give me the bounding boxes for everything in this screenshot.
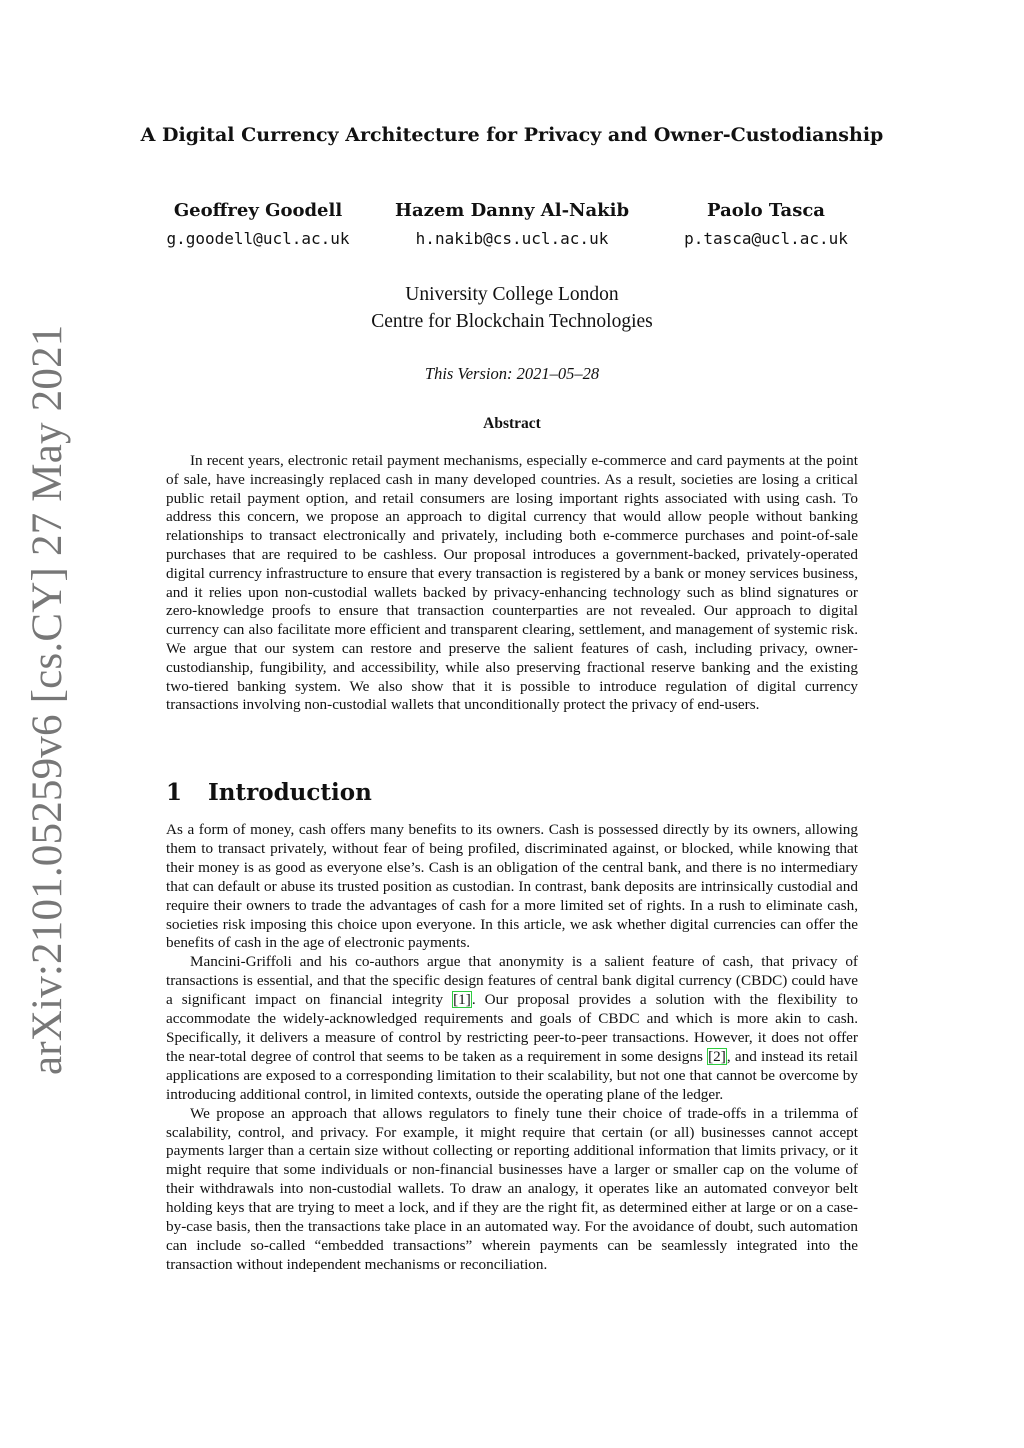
section-heading	[166, 779, 858, 806]
citation-link[interactable]: [2]	[708, 1047, 726, 1065]
paragraph-text: , and instead its retail applications are exposed to a corresponding limitation to their scalability, but not one that cannot be overcome by introducing additional control, in limited contexts, outside the operating plane of the ledger.	[166, 1047, 858, 1103]
paragraph-text: Mancini-Griffoli and his co-authors argue that anonymity is a salient feature of cash, that privacy of transactions is essential, and that the specific design features of central bank digital currency (CBDC) could have a significant impact on financial integrity	[166, 953, 858, 1009]
paper-title: A Digital Currency Architecture for Privacy and Owner-Custodianship	[140, 124, 884, 146]
affiliation	[0, 281, 1024, 335]
author-name: Hazem Danny Al-Nakib	[394, 200, 630, 221]
paragraph: As a form of money, cash offers many benefits to its owners. Cash is possessed directly by its owners, allowing them to transact privately, without fear of being profiled, discriminated against, or blocked, while knowing that their money is as good as everyone else’s. Cash is an obligation of the central bank, and there is no intermediary that can default or abuse its trusted position as custodian. In contrast, bank deposits are intrinsically custodial and require their owners to trade the advantages of cash for a more limited set of rights. In a rush to eliminate cash, societies risk imposing this choice upon everyone. In this article, we ask whether digital currencies can offer the benefits of cash in the age of electronic payments.	[166, 821, 858, 952]
author-email: p.tasca@ucl.ac.uk	[684, 229, 848, 248]
arxiv-stamp: arXiv:2101.05259v6 [cs.CY] 27 May 2021	[24, 324, 71, 1075]
affiliation-line: Centre for Blockchain Technologies	[371, 311, 653, 332]
affiliation-line: University College London	[405, 284, 619, 305]
citation-link[interactable]: [1]	[453, 991, 471, 1009]
body-text	[166, 821, 858, 1275]
paragraph: We propose an approach that allows regulators to finely tune their choice of trade-offs in a trilemma of scalability, control, and privacy. For example, it might require that certain (or all) businesses cannot accept payments larger than a certain size without collecting or reporting additional information that limits privacy, or it might require that some individuals or non-financial businesses have a larger or smaller cap on the volume of their withdrawals into non-custodial wallets. To draw an analogy, it operates like an automated conveyor belt holding keys that are trying to meet a lock, and if they are the right fit, as determined either at large or on a case-by-case basis, then the transactions take place in an automated way. For the avoidance of doubt, such automation can include so-called “embedded transactions” wherein payments can be seamlessly integrated into the transaction without independent mechanisms or reconciliation.	[166, 1104, 858, 1273]
section-title: Introduction	[208, 779, 372, 806]
author-email: g.goodell@ucl.ac.uk	[166, 229, 350, 248]
section-number: 1	[166, 779, 183, 806]
author-email: h.nakib@cs.ucl.ac.uk	[415, 229, 609, 248]
author-block	[636, 200, 896, 248]
paragraph-text: . Our proposal provides a solution with the flexibility to accommodate the widely-acknowledged requirements and goals of CBDC and which is more akin to cash. Specifically, it delivers a measure of control by restricting peer-to-peer transactions. However, it does not offer the near-total degree of control that seems to be taken as a requirement in some designs	[166, 991, 858, 1065]
author-block	[128, 200, 388, 248]
paragraph	[166, 953, 858, 1104]
author-name: Geoffrey Goodell	[173, 200, 343, 221]
abstract-heading: Abstract	[483, 415, 541, 432]
abstract-text: In recent years, electronic retail payment mechanisms, especially e-commerce and card payments at the point of sale, have increasingly replaced cash in many developed countries. As a result, societies are losing a critical public retail payment option, and retail consumers are losing important rights associated with using cash. To address this concern, we propose an approach to digital currency that would allow people without banking relationships to transact electronically and privately, including both e-commerce purchases and point-of-sale purchases that are required to be cashless. Our proposal introduces a government-backed, privately-operated digital currency infrastructure to ensure that every transaction is registered by a bank or money services business, and it relies upon non-custodial wallets backed by privacy-enhancing technology such as blind signatures or zero-knowledge proofs to ensure that transaction counterparties are not revealed. Our approach to digital currency can also facilitate more efficient and transparent clearing, settlement, and management of systemic risk. We argue that our system can restore and preserve the salient features of cash, including privacy, owner-custodianship, fungibility, and accessibility, while also preserving fractional reserve banking and the existing two-tiered banking system. We also show that it is possible to introduce regulation of digital currency transactions involving non-custodial wallets that unconditionally protect the privacy of end-users.	[166, 452, 858, 714]
author-block	[382, 200, 642, 248]
version-date: This Version: 2021–05–28	[424, 364, 600, 383]
author-name: Paolo Tasca	[707, 200, 825, 221]
